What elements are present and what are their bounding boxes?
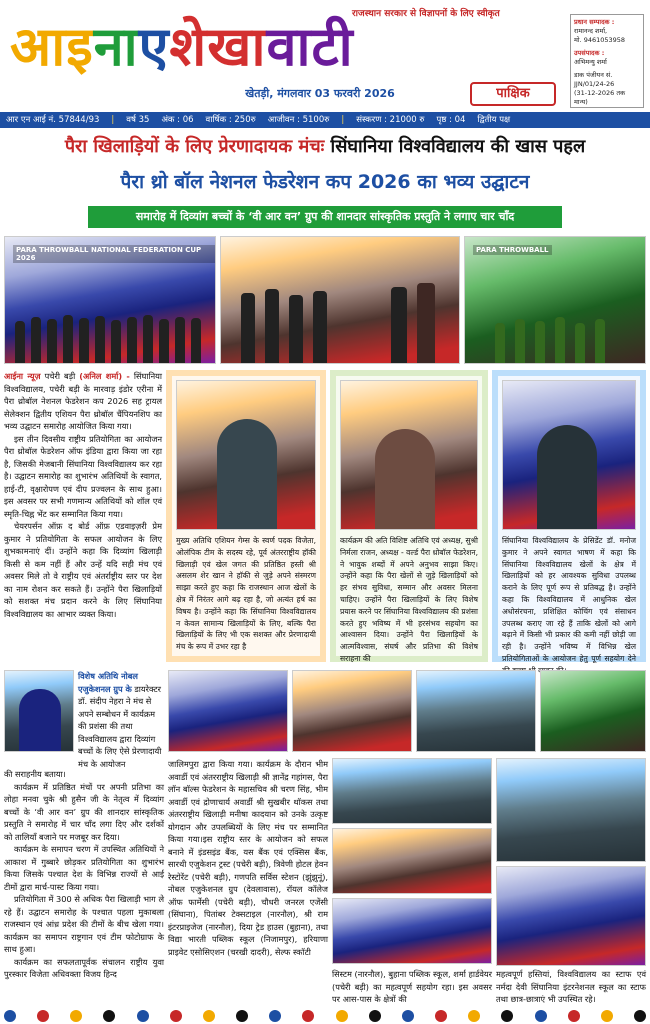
edition-size: संस्करण : 21000 रु bbox=[356, 115, 425, 125]
article-paragraph: कार्यक्रम के समापन चरण में उपस्थित अतिथियों ने आकाश में गुब्बारे छोड़कर प्रतियोगिता का शुभारंभ किया जिसके पश्चात देश के विभिन्न राज्यों से आई टीमों द्वारा मार्च-पास्ट किया गया। bbox=[4, 844, 164, 892]
sub-editor-label: उपसंपादक : bbox=[574, 49, 605, 57]
article-paragraph: कार्यक्रम में प्रतिष्ठित मंचों पर अपनी प्रतिभा का लोहा मनवा चुके श्री हुसैन जी के नेतृत्व में दिव्यांग बच्चों के ‘वी आर वन’ ग्रुप की शानदार सांस्कृतिक प्रस्तुति ने समारोह में चार चाँद लगा दिए और दर्शकों को तालियाँ बजाने पर मजबूर कर दिया। bbox=[4, 781, 164, 842]
registration-dot bbox=[203, 1010, 215, 1022]
special-guest-text bbox=[78, 670, 164, 769]
registration-dot bbox=[103, 1010, 115, 1022]
masthead-tagline: राजस्थान सरकार से विज्ञापनों के लिए स्वीकृत bbox=[352, 9, 500, 19]
editor-label: प्रधान सम्पादक : bbox=[574, 18, 615, 26]
title-part: वाटी bbox=[266, 15, 354, 78]
photo-cultural-performance bbox=[464, 236, 646, 364]
photo-march-past bbox=[332, 828, 492, 894]
frequency-badge: पाक्षिक bbox=[470, 82, 556, 106]
registration-dot bbox=[435, 1010, 447, 1022]
photo-chief-guest bbox=[176, 380, 316, 530]
registration-dot bbox=[568, 1010, 580, 1022]
postal-reg-number: JJN/01/24-26 bbox=[574, 80, 615, 88]
print-registration-dots bbox=[0, 1010, 650, 1024]
issue: अंक : 06 bbox=[161, 115, 194, 125]
registration-dot bbox=[535, 1010, 547, 1022]
postal-reg-validity: (31-12-2026 तक मान्य) bbox=[574, 89, 626, 106]
special-guest-label: विशेष अतिथि नोबल एजुकेशनल ग्रुप के bbox=[78, 671, 138, 694]
registration-dot bbox=[369, 1010, 381, 1022]
article-column-left-lower bbox=[4, 768, 164, 1010]
photo-tree-plantation bbox=[540, 670, 646, 752]
highlight-strip: समारोह में दिव्यांग बच्चों के ‘वी आर वन’ ग्रुप की शानदार सांस्कृतिक प्रस्तुति ने लगाए चार चाँद bbox=[88, 206, 562, 228]
main-headline bbox=[6, 134, 644, 164]
newspaper-title bbox=[10, 12, 555, 82]
photo-performance-1 bbox=[168, 670, 288, 752]
article-paragraph: की सराहनीय बताया। bbox=[4, 769, 66, 779]
divider: | bbox=[111, 115, 115, 125]
photo-teams-group bbox=[416, 670, 536, 752]
registration-dot bbox=[601, 1010, 613, 1022]
photo-special-guest bbox=[340, 380, 478, 530]
article-paragraph: प्रतियोगिता में 300 से अधिक पैरा खिलाड़ी भाग ले रहे हैं। उद्घाटन समारोह के पश्चात पहला मुकाबला राजस्थान एवं आंध्र प्रदेश की टीमों के बीच खेला गया। कार्यक्रम का समापन राष्ट्रगान एवं टीम फोटोग्राफ के साथ हुआ। bbox=[4, 894, 164, 954]
article-column-third: सिस्टम (नारनौल), बुहाना पब्लिक स्कूल, शर्मा हार्डवेयर (पचेरी बड़ी) का महत्वपूर्ण सहयोग रहा। इस अवसर पर आस-पास के क्षेत्रों की bbox=[332, 969, 492, 1004]
year: वर्ष 35 bbox=[126, 115, 150, 125]
rni-number: आर एन आई नं. 57844/93 bbox=[6, 115, 100, 125]
editor-info-box bbox=[570, 14, 644, 108]
registration-dot bbox=[70, 1010, 82, 1022]
special-guest-body: डायरेक्टर डॉ. संदीप नेहरा ने मंच से अपने सम्बोधन में कार्यक्रम की प्रशंसा की तथा विश्वविद्यालय द्वारा दिव्यांग बच्चों के लिए ऐसे प्रेरणादायी मंच के आयोजन bbox=[78, 683, 162, 769]
guest-box-2 bbox=[330, 370, 488, 662]
registration-dot bbox=[302, 1010, 314, 1022]
photo-felicitation-2 bbox=[496, 866, 646, 966]
event-banner-text: PARA THROWBALL bbox=[473, 245, 552, 255]
photo-felicitation-1 bbox=[496, 758, 646, 862]
section-name: द्वितीय पक्ष bbox=[477, 115, 511, 125]
registration-dot bbox=[468, 1010, 480, 1022]
registration-dot bbox=[501, 1010, 513, 1022]
registration-dot bbox=[236, 1010, 248, 1022]
editor-name: रामानन्द शर्मा, bbox=[574, 27, 608, 35]
registration-dot bbox=[137, 1010, 149, 1022]
guest-box-text: मुख्य अतिथि एशियन गेम्स के स्वर्ण पदक विजेता, ओलंपिक टीम के सदस्य रहे, पूर्व अंतरराष्ट्रीय हॉकी खिलाड़ी एवं खेल जगत की प्रतिष्ठित हस्ती श्री असलम शेर खान ने हॉकी से जुड़े अपने संस्मरण साझा करते हुए कहा कि राजस्थान आज खेलों के क्षेत्र में निरंतर आगे बढ़ रहा है, जो अत्यंत हर्ष का विषय है। उन्होंने कहा कि सिंघानिया विश्वविद्यालय न केवल सामान्य खिलाड़ियों के लिए, बल्कि पैरा खिलाड़ियों के लिए भी एक सशक्त और प्रेरणादायी मंच के रूप में उभर रहा है bbox=[176, 536, 316, 652]
headline-black-part: सिंघानिया विश्वविद्यालय की खास पहल bbox=[324, 136, 586, 157]
registration-dot bbox=[170, 1010, 182, 1022]
guest-box-3 bbox=[492, 370, 646, 662]
title-part: ए bbox=[138, 15, 170, 78]
guest-box-1 bbox=[166, 370, 326, 662]
sub-headline: पैरा थ्रो बॉल नेशनल फेडरेशन कप 2026 का भव्य उद्घाटन bbox=[120, 171, 530, 193]
photo-audience bbox=[332, 758, 492, 824]
article-paragraph: इस तीन दिवसीय राष्ट्रीय प्रतियोगिता का आयोजन पैरा थ्रोबॉल फेडरेशन ऑफ इंडिया द्वारा किया जा रहा है, जिसकी मेजबानी सिंघानिया विश्वविद्यालय कर रहा है। उद्घाटन समारोह का शुभारंभ अतिथियों के स्वागत, हाई-टी, वृक्षारोपण एवं दीप प्रज्वलन के साथ हुआ। इस अवसर पर सभी गणमान्य अतिथियों को शॉल एवं स्मृति-चिह्न भेंट कर सम्मानित किया गया। bbox=[4, 433, 162, 519]
sub-editor-name: अभिमन्यु शर्मा bbox=[574, 58, 607, 66]
registration-dot bbox=[634, 1010, 646, 1022]
page-number: पृष्ठ : 04 bbox=[436, 115, 466, 125]
title-part: ना bbox=[93, 15, 139, 78]
info-bar bbox=[0, 112, 650, 128]
guest-box-text: सिंघानिया विश्वविद्यालय के प्रेसिडेंट डॉ. मनोज कुमार ने अपने स्वागत भाषण में कहा कि सिंघानिया विश्वविद्यालय खेलों के क्षेत्र में खिलाड़ियों को हर आवश्यक सुविधा उपलब्ध कराने के लिए पूर्ण रूप से प्रतिबद्ध है। उन्होंने कहा कि विश्वविद्यालय में आधुनिक खेल अधोसंरचना, प्रशिक्षित कोचिंग एवं संसाधन उपलब्ध कराए जा रहे हैं ताकि खेलों को आगे बढ़ाने में किसी भी प्रकार की कमी नहीं छोड़ी जा रही है। उन्होंने भविष्य में विभिन्न खेल प्रतियोगिताओं के आयोजन हेतु पूर्ण सहयोग देने bbox=[502, 536, 636, 663]
article-paragraph: कार्यक्रम का सफलतापूर्वक संचालन राष्ट्रीय युवा पुरस्कार विजेता अधिवक्ता विजय हिन्द bbox=[4, 956, 164, 979]
title-part: आइ bbox=[10, 15, 94, 78]
article-column-fourth: महत्वपूर्ण हस्तियां, विश्वविद्यालय का स्टाफ एवं नर्मदा देवी सिंघानिया इंटरनेशनल स्कूल का स्टाफ तथा छात्र-छात्राएं भी उपस्थित रहे। bbox=[496, 969, 646, 1004]
photo-performance-2 bbox=[292, 670, 412, 752]
guest-box-text: कार्यक्रम की अति विशिष्ट अतिथि एवं अध्यक्ष, सुश्री निर्मला राजन, अध्यक्ष - वर्ल्ड पैरा थ्रोबॉल फेडरेशन, ने भावुक शब्दों में अपने अनुभव साझा किए। उन्होंने कहा कि पैरा खेलों से जुड़े खिलाड़ियों को हर संभव सुविधा, सम्मान और अवसर मिलना चाहिए। उन्होंने पैरा खिलाड़ियों के लिए विशेष प्रयास करने पर सिंघानिया विश्वविद्यालय की प्रशंसा करते हुए भविष्य में भी हरसंभव सहयोग का आश्वासन दिया। उन्होंने पैरा खिलाड़ियों के आत्मविश्वास, संघर्ष और प्रतिभा की विशेष सराहना की bbox=[340, 536, 478, 663]
postal-reg-label: डाक पंजीयन सं. bbox=[574, 71, 613, 79]
photo-president bbox=[502, 380, 636, 530]
annual-price: वार्षिक : 250रु bbox=[205, 115, 256, 125]
lifetime-price: आजीवन : 5100रु bbox=[267, 115, 330, 125]
photo-dignitaries-stage bbox=[4, 236, 216, 364]
headline-red-part: पैरा खिलाड़ियों के लिए प्रेरणादायक मंचः bbox=[64, 136, 325, 157]
registration-dot bbox=[402, 1010, 414, 1022]
intro-author: (अनिल शर्मा) - bbox=[79, 371, 130, 381]
event-banner-text: PARA THROWBALL NATIONAL FEDERATION CUP 2026 bbox=[13, 245, 215, 263]
registration-dot bbox=[336, 1010, 348, 1022]
dateline: खेतड़ी, मंगलवार 03 फरवरी 2026 bbox=[245, 87, 395, 100]
photo-special-guest-portrait bbox=[4, 670, 74, 752]
divider: | bbox=[341, 115, 345, 125]
registration-dot bbox=[269, 1010, 281, 1022]
editor-phone: मो. 9461053958 bbox=[574, 36, 626, 44]
article-paragraph: सिंघानिया विश्वविद्यालय, पचेरी बड़ी के मारवाड़ इंडोर एरीना में पैरा थ्रोबॉल नेशनल फेडरेशन कप 2026 सह ट्रायल सेलेक्शन द्वितीय एशियन पैरा थ्रोबॉल चैंपियनशिप का भव्य उद्घाटन समारोह आयोजित किया गया। bbox=[4, 371, 162, 431]
article-column-left bbox=[4, 370, 162, 666]
photo-players bbox=[332, 898, 492, 964]
intro-place: पचेरी बड़ी bbox=[40, 371, 80, 381]
intro-source: आईना न्यूज़ bbox=[4, 371, 41, 381]
article-paragraph: चेयरपर्सन ऑफ़ द बोर्ड ऑफ़ एडवाइज़री प्रेम कुमार ने प्रतियोगिता के सफल आयोजन के लिए शुभकामनाएं दीं। उन्होंने कहा कि दिव्यांग खिलाड़ी किसी से कम नहीं हैं और उन्हें यदि सही मंच एवं अवसर मिले तो वे राष्ट्रीय एवं अंतर्राष्ट्रीय स्तर पर देश का नाम रोशन कर सकते हैं। उन्होंने पैरा खिलाड़ियों को सशक्त मंच प्रदान करने के लिए सिंघानिया विश्वविद्यालय का आभार व्यक्त किया। bbox=[4, 521, 162, 619]
article-intro bbox=[4, 370, 162, 433]
registration-dot bbox=[4, 1010, 16, 1022]
article-column-middle: जालिमपुरा द्वारा किया गया। कार्यक्रम के दौरान भीम अवार्डी एवं अंतरराष्ट्रीय खिलाड़ी श्री ज्ञानेंद्र गहांगस, पैरा लॉन बॉल्स फेडरेशन के महासचिव श्री चरण सिंह, भीम अवार्डी एवं द्रोणाचार्य अवार्डी श्री सुखबीर थॉकस तथा अंतरराष्ट्रीय खिलाड़ी मनीषा कादयान को उनके उत्कृष्ट योगदान और उपलब्धियों के लिए मंच पर सम्मानित किया गया।इस राष्ट्रीय स्तर के आयोजन को सफल बनाने में इंडसइंड बैंक, यस बैंक एवं एक्सिस बैंक, सारथी एजुकेशन ट्रस्ट (पचेरी बड़ी), त्रिवेणी होटल हेवन रेस्टोरेंट (पचेरी बड़ी), गणपति सर्विस स्टेशन (झुंझुनूं), नोबल एजुकेशनल ग्रुप (देवलावास), रॉयल कॉलेज ऑफ फार्मेसी (पचेरी बड़ी), चौधरी जनरल एजेंसी (सिंघाना), पितांबर टेक्सटाइल (नारनौल), श्री राम इंटरप्राइजेज (नारनौल), दिया ट्रेड हाउस (बुहाना), तथा विद्या भारती पब्लिक स्कूल (निजामपुर), हरियाणा प्राइवेट एसोसिएशन (चरखी दादरी), सेल्फ स्कॉटी bbox=[168, 759, 328, 957]
photo-lamp-lighting bbox=[220, 236, 460, 364]
registration-dot bbox=[37, 1010, 49, 1022]
title-part: शेखा bbox=[169, 15, 267, 78]
